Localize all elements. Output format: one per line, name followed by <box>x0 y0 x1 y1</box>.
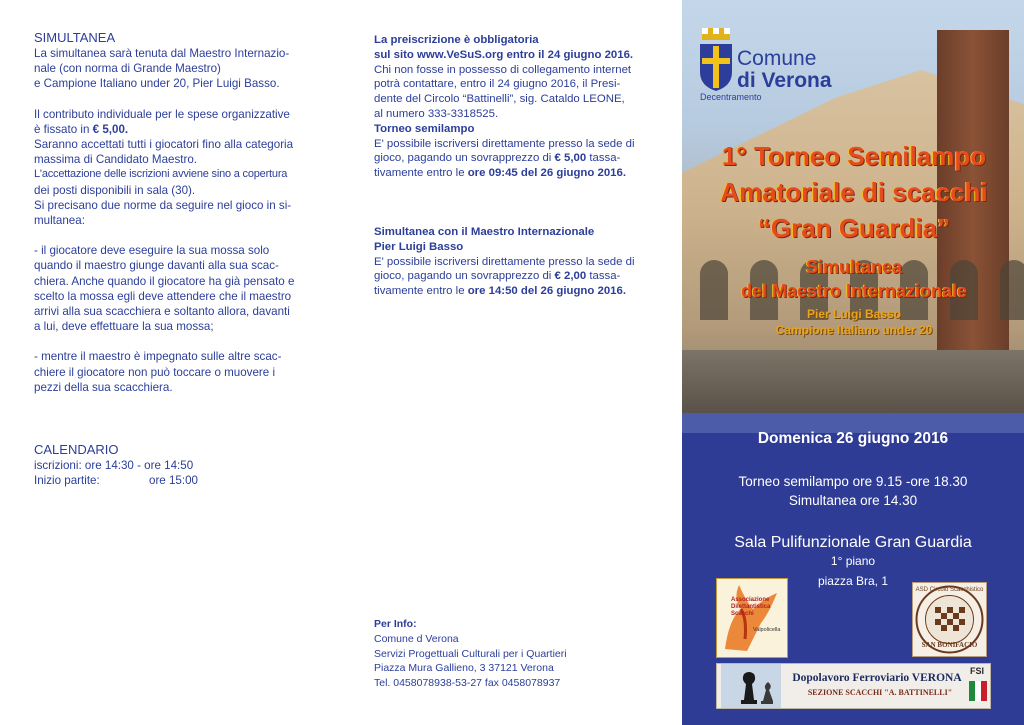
assoc-place: Valpolicella <box>753 627 781 633</box>
rule-b-line: chiere il giocatore non può toccare o muovere i <box>34 365 276 379</box>
player-title: Campione Italiano under 20 <box>775 323 933 337</box>
fee-amount: € 5,00. <box>92 122 129 136</box>
accept-line: dei posti disponibili in sala (30). <box>34 183 196 197</box>
prereg-line: potrà contattare, entro il 24 giugno 2016, il Presi- <box>374 78 621 91</box>
comune-logo <box>737 48 832 92</box>
dopolavoro-ferroviario-logo <box>716 663 991 709</box>
event-title <box>684 138 1024 246</box>
dlf-section: SEZIONE SCACCHI "A. BATTINELLI" <box>807 688 953 697</box>
calendar-value: ore 15:00 <box>149 474 198 488</box>
subtitle-line: Simultanea <box>805 257 903 277</box>
verona-crest-icon <box>698 28 734 92</box>
rule-b-line: - mentre il maestro è impegnato sulle altre scac- <box>34 350 282 364</box>
info-line: Comune d Verona <box>374 632 459 645</box>
simul-amount: € 2,00 <box>554 270 587 283</box>
title-line: 1° Torneo Semilampo <box>721 141 987 171</box>
torneo-line: tivamente entro le ore 09:45 del 26 giugno 2016. <box>374 167 626 180</box>
simul-line: gioco, pagando un sovrapprezzo di € 2,00 tassa- <box>374 270 621 283</box>
fsi-label: FSI <box>970 666 985 676</box>
simul-deadline: ore 14:50 del 26 giugno 2016. <box>467 285 626 298</box>
phoenix-icon <box>717 579 787 657</box>
prereg-line: al numero 333-3318525. <box>374 107 499 120</box>
simul-title: Simultanea con il Maestro Internazionale <box>374 225 595 238</box>
title-line: Amatoriale di scacchi <box>720 177 988 207</box>
player-subtitle <box>684 306 1024 338</box>
simul-line: tivamente entro le ore 14:50 del 26 giugno 2016. <box>374 285 626 298</box>
accept-line: Saranno accettati tutti i giocatori fino alla categoria <box>34 138 294 152</box>
torneo-line: E' possibile iscriversi direttamente presso la sede di <box>374 137 635 150</box>
calendar-row <box>34 473 308 488</box>
event-times <box>682 472 1024 510</box>
contact-info <box>374 617 650 691</box>
fee-line: è fissato in € 5,00. <box>34 122 129 136</box>
info-line: Servizi Progettuali Culturali per i Quartieri <box>374 647 567 660</box>
registration-column <box>374 33 650 299</box>
prereg-line: Chi non fosse in possesso di collegamento internet <box>374 63 632 76</box>
title-line: “Gran Guardia” <box>757 213 951 243</box>
info-line: Tel. 0458078938-53-27 fax 0458078937 <box>374 677 561 690</box>
intro-line: e Campione Italiano under 20, Pier Luigi Basso. <box>34 77 280 91</box>
simultanea-column <box>34 30 308 488</box>
intro-line: nale (con norma di Grande Maestro) <box>34 62 221 76</box>
prereg-title: La preiscrizione è obbligatoria <box>374 34 539 46</box>
decentramento-label: Decentramento <box>700 92 762 102</box>
assoc-name: Associazione Dilettantistica Scacchi <box>731 597 771 617</box>
intro-line: La simultanea sarà tenuta dal Maestro Internazio- <box>34 47 290 60</box>
rule-a-line: chiera. Anche quando il giocatore ha già pensato e <box>34 274 295 288</box>
venue-name: Sala Pulifunzionale Gran Guardia <box>734 534 972 551</box>
time-line: Simultanea ore 14.30 <box>788 493 918 508</box>
rule-a-line: a lui, deve effettuare la sua mossa; <box>34 320 214 334</box>
piazza-ground <box>682 350 1024 413</box>
player-name: Pier Luigi Basso <box>806 307 902 321</box>
prereg-line: dente del Circolo “Battinelli”, sig. Cataldo LEONE, <box>374 93 625 106</box>
dlf-title: Dopolavoro Ferroviario VERONA <box>792 672 962 684</box>
accept-line: massima di Candidato Maestro. <box>34 153 198 167</box>
torneo-amount: € 5,00 <box>554 152 587 165</box>
accept-line: L'accettazione delle iscrizioni avviene sino a copertura <box>34 168 288 181</box>
rules-line: multanea: <box>34 214 85 228</box>
fee-text: Il contributo individuale per le spese organizzative <box>34 107 290 121</box>
verona-label: di Verona <box>737 69 832 92</box>
rule-a-line: scelto la mossa egli deve attendere che il maestro <box>34 289 292 303</box>
simultanea-heading: SIMULTANEA <box>34 30 116 45</box>
subtitle-line: del Maestro Internazionale <box>740 281 968 301</box>
rules-line: Si precisano due norme da seguire nel gioco in si- <box>34 198 292 212</box>
fsi-flag-icon <box>967 679 989 705</box>
chess-pieces-icon <box>721 664 781 708</box>
torneo-line: gioco, pagando un sovrapprezzo di € 5,00 tassa- <box>374 152 621 165</box>
time-line: Torneo semilampo ore 9.15 -ore 18.30 <box>738 474 968 489</box>
comune-label: Comune <box>737 47 817 70</box>
info-line: Piazza Mura Gallieno, 3 37121 Verona <box>374 662 554 675</box>
rule-a-line: quando il maestro giunge davanti alla sua scac- <box>34 259 279 273</box>
simul-line: E' possibile iscriversi direttamente presso la sede di <box>374 255 635 268</box>
prereg-site: sul sito www.VeSuS.org entro il 24 giugno 2016. <box>374 48 634 61</box>
venue-address: piazza Bra, 1 <box>817 574 889 588</box>
torneo-deadline: ore 09:45 del 26 giugno 2016. <box>467 167 626 180</box>
circolo-top-text: ASD Circolo Scacchistico <box>915 587 984 593</box>
event-date: Domenica 26 giugno 2016 <box>757 430 949 447</box>
valpolicella-chess-logo <box>716 578 788 658</box>
calendar-row: iscrizioni: ore 14:30 - ore 14:50 <box>34 459 194 473</box>
simul-name: Pier Luigi Basso <box>374 240 464 253</box>
san-bonifacio-chess-logo <box>912 582 987 657</box>
venue-floor: 1° piano <box>830 554 876 568</box>
calendar-label: Inizio partite: <box>34 474 100 488</box>
rule-b-line: pezzi della sua scacchiera. <box>34 380 173 394</box>
info-title: Per Info: <box>374 618 417 630</box>
calendar-heading: CALENDARIO <box>34 442 119 458</box>
rule-a-line: - il giocatore deve eseguire la sua mossa solo <box>34 244 270 258</box>
simultanea-subtitle <box>684 255 1024 303</box>
rule-a-line: arrivi alla sua scacchiera e soltanto allora, davanti <box>34 305 290 319</box>
circolo-bottom-text: SAN BONIFACIO <box>921 641 978 649</box>
torneo-title: Torneo semilampo <box>374 122 475 135</box>
